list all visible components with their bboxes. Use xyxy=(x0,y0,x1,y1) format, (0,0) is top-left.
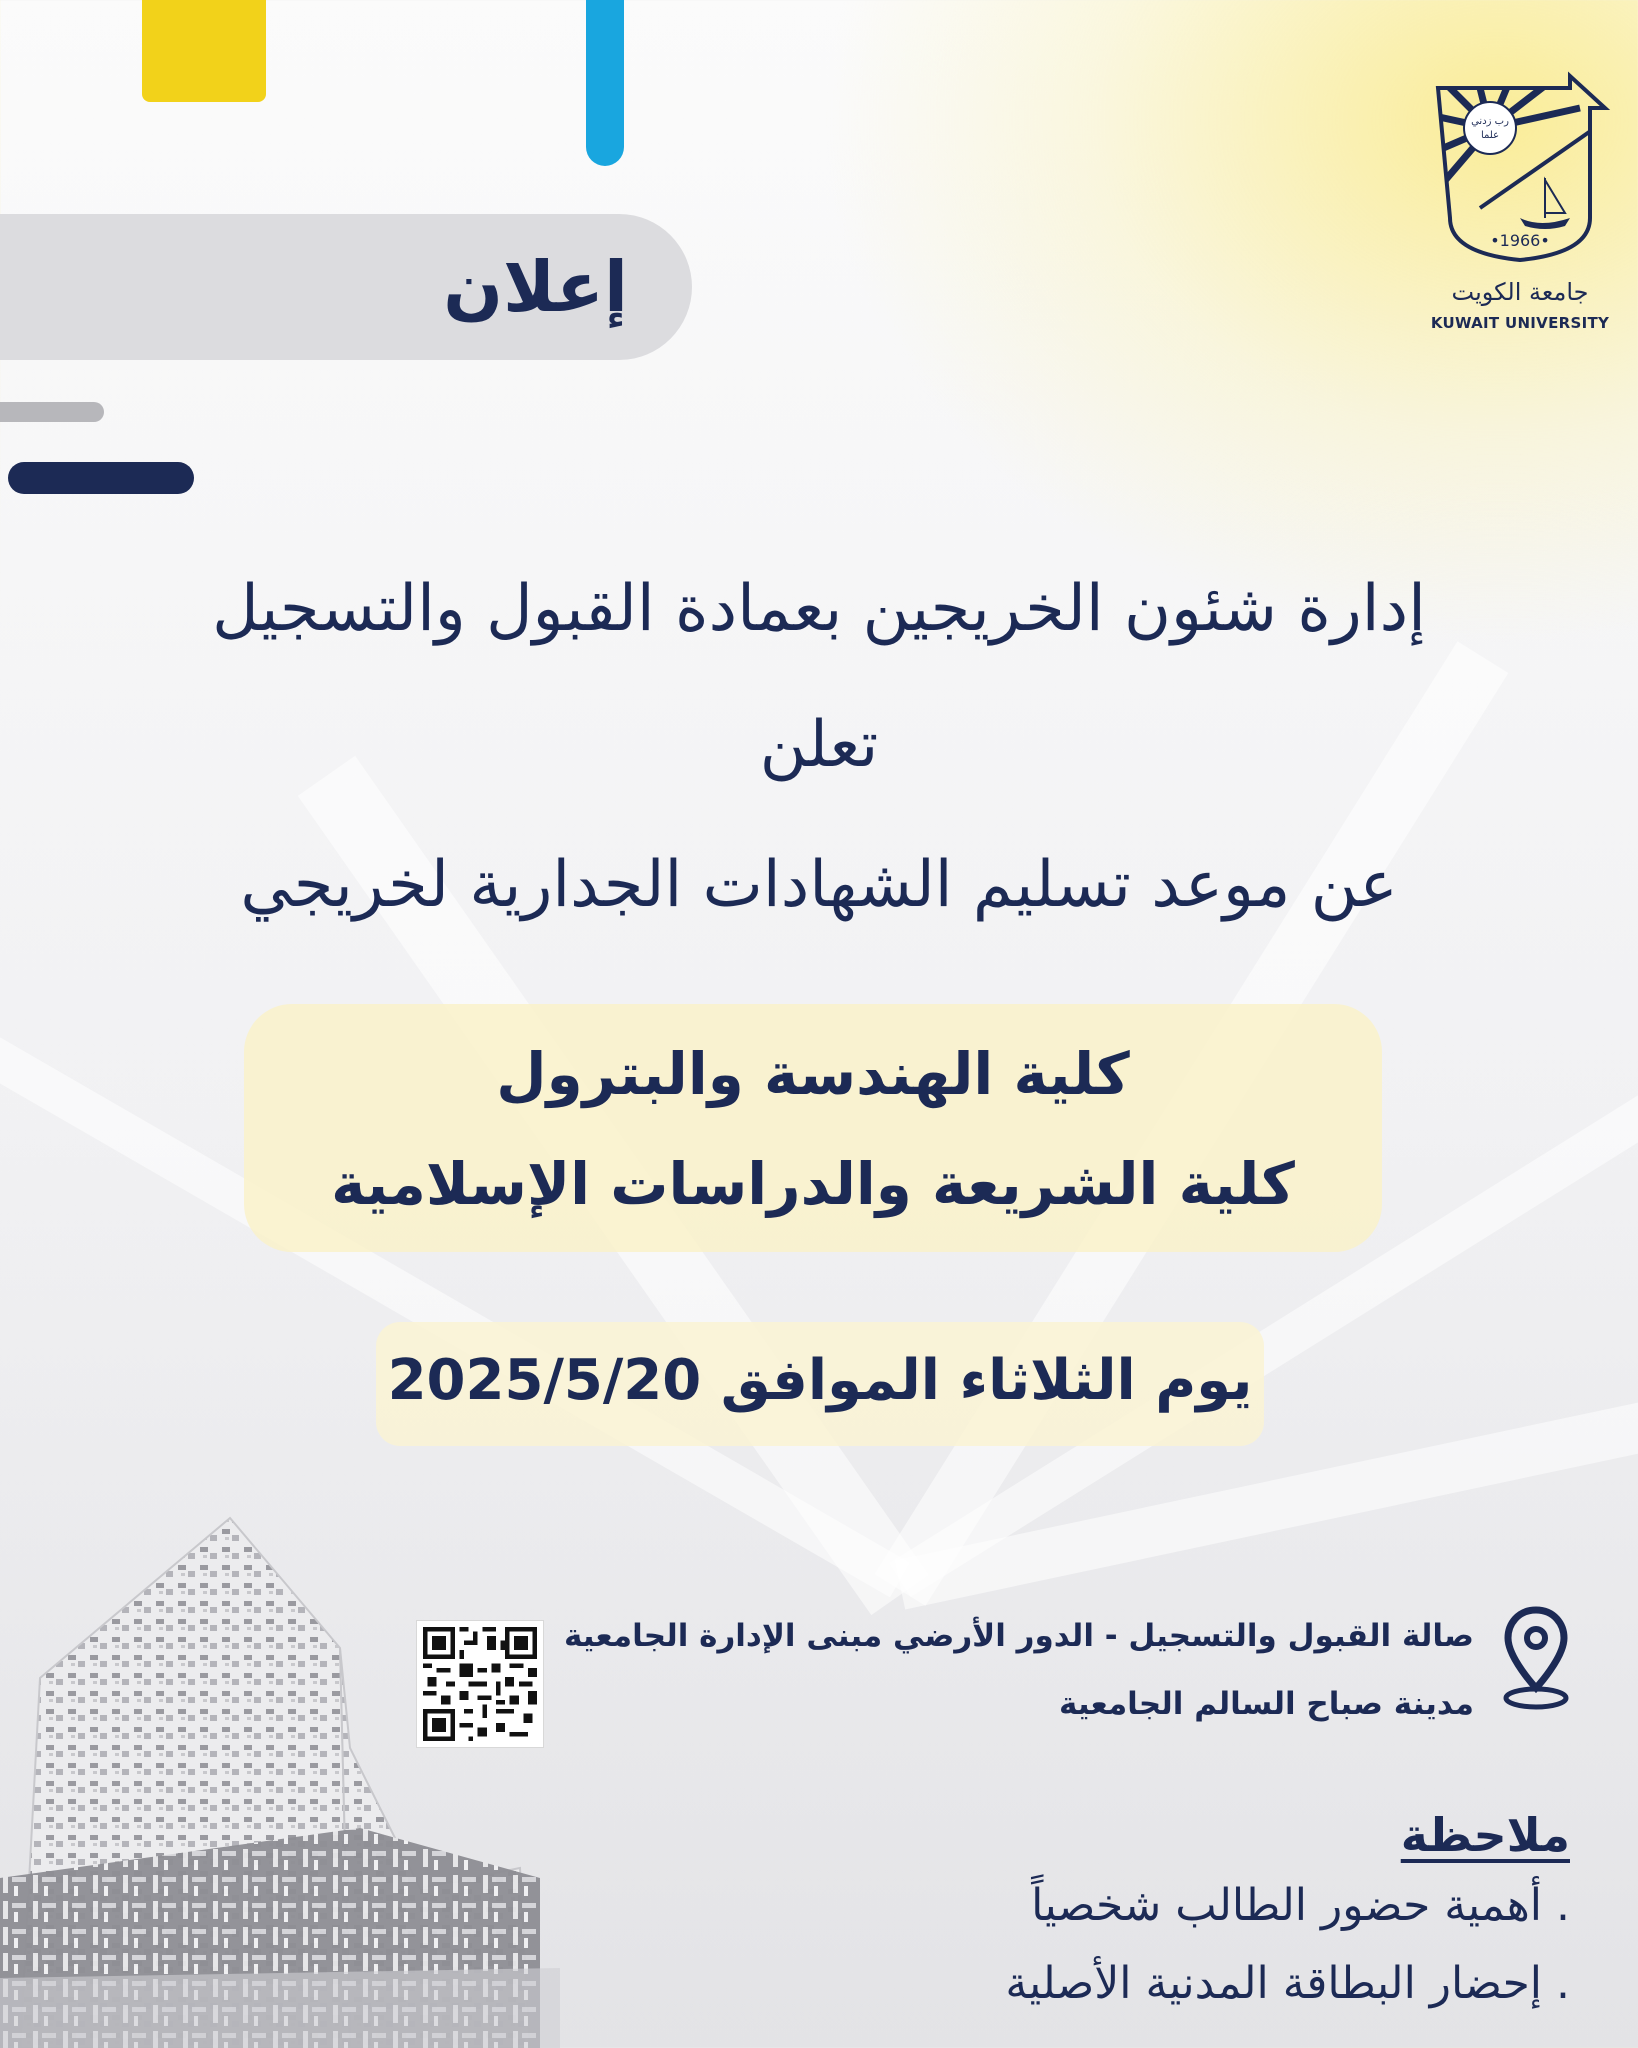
note-title: ملاحظة xyxy=(1400,1808,1570,1862)
logo-name-ar: جامعة الكويت xyxy=(1451,278,1589,306)
date-box xyxy=(376,1322,1264,1446)
announcement-label: إعلان xyxy=(443,246,628,328)
logo-year: •1966• xyxy=(1490,231,1550,250)
university-emblem-icon xyxy=(1420,68,1620,268)
decor-grey-bar xyxy=(0,402,104,422)
location-city: مدينة صباح السالم الجامعية xyxy=(1059,1686,1474,1722)
qr-code[interactable] xyxy=(416,1620,544,1748)
location-venue: صالة القبول والتسجيل - الدور الأرضي مبنى الإدارة الجامعية xyxy=(563,1618,1474,1654)
decor-navy-bar xyxy=(8,462,194,494)
college-sharia: كلية الشريعة والدراسات الإسلامية xyxy=(331,1150,1295,1218)
logo-name-en: KUWAIT UNIVERSITY xyxy=(1430,314,1610,332)
location-pin-icon xyxy=(1500,1604,1572,1716)
headline-subject: عن موعد تسليم الشهادات الجدارية لخريجي xyxy=(240,848,1398,922)
svg-text:علما: علما xyxy=(1480,130,1500,141)
note-item: . أهمية حضور الطالب شخصياً xyxy=(1031,1880,1570,1931)
event-date: يوم الثلاثاء الموافق 2025/5/20 xyxy=(387,1348,1253,1413)
announcement-banner xyxy=(0,214,692,360)
colleges-box xyxy=(244,1004,1382,1252)
decor-blue-bar xyxy=(586,0,624,166)
qr-code-icon xyxy=(423,1627,537,1741)
headline-announces: تعلن xyxy=(759,708,879,782)
college-engineering: كلية الهندسة والبترول xyxy=(496,1040,1130,1108)
note-item: . إحضار البطاقة المدنية الأصلية xyxy=(1005,1958,1570,2009)
headline-department: إدارة شئون الخريجين بعمادة القبول والتسجيل xyxy=(212,572,1426,646)
building-illustration xyxy=(0,1508,560,2048)
decor-yellow-block xyxy=(142,0,266,102)
university-logo xyxy=(1420,68,1620,338)
svg-text:رب زدني: رب زدني xyxy=(1471,116,1509,127)
